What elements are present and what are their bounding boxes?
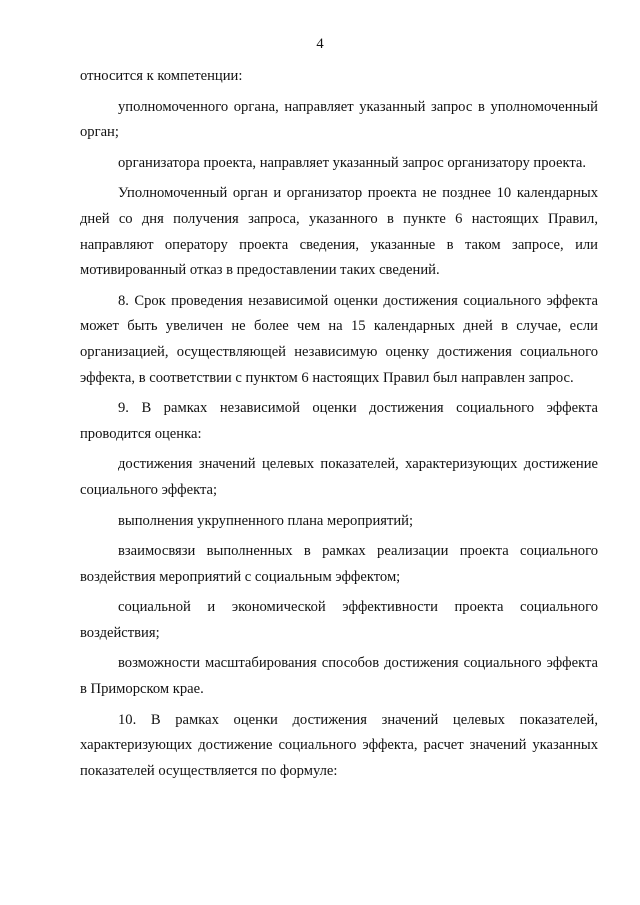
page-number: 4 <box>316 36 324 52</box>
document-body <box>80 64 598 784</box>
paragraph-target-indicators: достижения значений целевых показателей, характеризующих достижение социального эффекта; <box>80 456 598 498</box>
paragraph-item-10: 10. В рамках оценки достижения значений целевых показателей, характеризующих достижение социального эффекта, расчет значений указанных показателей осуществляется по формуле: <box>80 711 598 779</box>
paragraph-item-8: 8. Срок проведения независимой оценки достижения социального эффекта может быть увеличен не более чем на 15 календарных дней в случае, если организацией, осуществляющей независимую оценку достижения социального эффекта, в соответствии с пунктом 6 настоящих Правил был направлен запрос. <box>80 292 598 386</box>
paragraph-authorized-body: уполномоченного органа, направляет указанный запрос в уполномоченный орган; <box>80 98 598 141</box>
paragraph-efficiency: социальной и экономической эффективности проекта социального воздействия; <box>80 599 598 641</box>
paragraph-competence-intro: относится к компетенции: <box>80 68 243 84</box>
paragraph-action-plan: выполнения укрупненного плана мероприятий; <box>118 512 414 529</box>
paragraph-project-organizer: организатора проекта, направляет указанный запрос организатору проекта. <box>118 154 587 171</box>
paragraph-measures-link: взаимосвязи выполненных в рамках реализации проекта социального воздействия мероприятий с социальным эффектом; <box>80 543 598 585</box>
paragraph-item-9: 9. В рамках независимой оценки достижения социального эффекта проводится оценка: <box>80 400 598 442</box>
paragraph-response-deadline: Уполномоченный орган и организатор проекта не позднее 10 календарных дней со дня получения запроса, указанного в пункте 6 настоящих Правил, направляют оператору проекта сведения, указанные в таком запросе, или мотивированный отказ в предоставлении таких сведений. <box>80 185 598 279</box>
paragraph-scaling: возможности масштабирования способов достижения социального эффекта в Приморском крае. <box>80 655 598 698</box>
